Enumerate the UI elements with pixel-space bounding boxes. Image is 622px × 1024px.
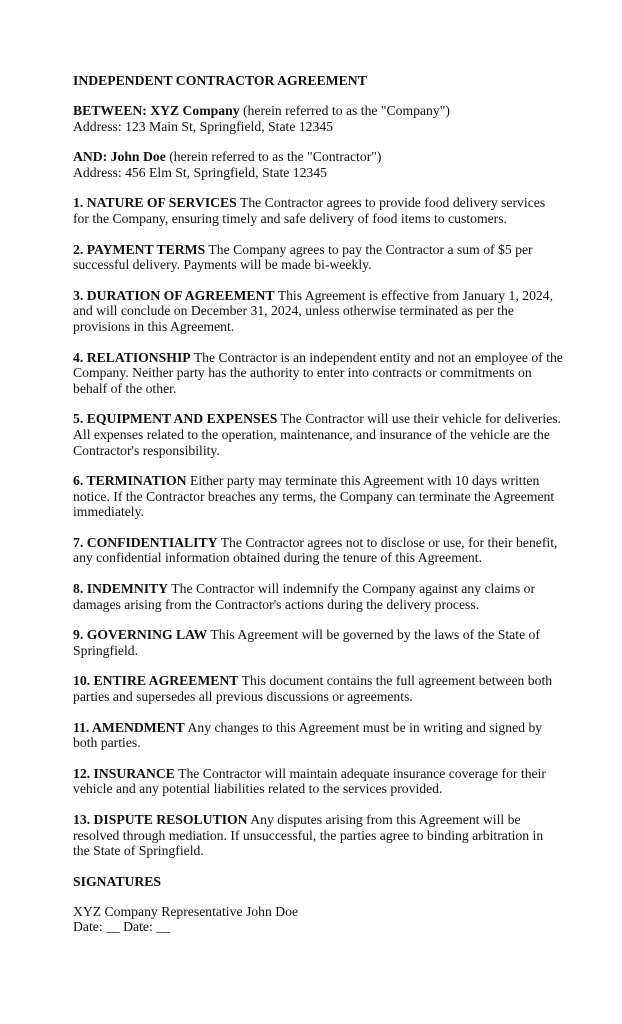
section-heading: 12. INSURANCE [73,765,175,781]
section-text: This Agreement will be governed by the laws of the State of Springfield. [73,627,540,658]
section-text: Any disputes arising from this Agreement will be resolved through mediation. If unsuccessful, the parties agree to binding arbitration in the State of Springfield. [73,812,544,859]
section-7 [73,535,563,566]
section-1 [73,195,563,226]
party-company-label: BETWEEN: XYZ Company [73,103,240,118]
section-text: The Contractor will use their vehicle for deliveries. All expenses related to the operation, maintenance, and insurance of the vehicle are the Contractor's responsibility. [73,411,562,458]
section-text: The Contractor agrees not to disclose or use, for their benefit, any confidential information obtained during the tenure of this Agreement. [73,534,558,566]
section-heading: 4. RELATIONSHIP [73,349,191,365]
party-company-address: Address: 123 Main St, Springfield, State 12345 [73,118,334,134]
section-10 [73,673,563,704]
party-contractor-desc: (herein referred to as the "Contractor") [165,149,382,165]
section-text: This Agreement is effective from January 1, 2024, and will conclude on December 31, 2024, unless otherwise terminated as per the provisions in this Agreement. [73,287,554,334]
section-heading: 5. EQUIPMENT AND EXPENSES [73,411,278,427]
section-text: This document contains the full agreement between both parties and supersedes all previous discussions or agreements. [73,673,553,705]
section-heading: 11. AMENDMENT [73,719,185,735]
section-12 [73,766,563,797]
section-heading: 7. CONFIDENTIALITY [73,534,218,550]
party-contractor-label: AND: John Doe [73,149,166,165]
section-3 [73,288,563,335]
section-text: The Contractor is an independent entity and not an employee of the Company. Neither party has the authority to enter into contracts or commitments on behalf of the other. [73,349,563,396]
section-text: Any changes to this Agreement must be in writing and signed by both parties. [73,719,543,751]
section-heading: 2. PAYMENT TERMS [73,241,206,257]
section-text: The Contractor agrees to provide food delivery services for the Company, ensuring timely and safe delivery of food items to customers. [73,195,546,226]
section-heading: 13. DISPUTE RESOLUTION [73,812,248,827]
section-13 [73,812,563,859]
section-heading: 3. DURATION OF AGREEMENT [73,287,275,303]
section-2 [73,242,563,273]
section-heading: 1. NATURE OF SERVICES [73,195,237,211]
section-text: Either party may terminate this Agreement with 10 days written notice. If the Contractor breaches any terms, the Company can terminate the Agreement immediately. [73,473,555,520]
section-text: The Contractor will indemnify the Company against any claims or damages arising from the Contractor's actions during the delivery process. [73,581,536,612]
section-9 [73,627,563,658]
section-heading: 6. TERMINATION [73,473,187,489]
party-company [73,103,563,134]
party-contractor-address: Address: 456 Elm St, Springfield, State 12345 [73,164,327,180]
signature-names: XYZ Company Representative John Doe [73,903,299,919]
signature-dates: Date: __ Date: __ [73,919,170,935]
section-6 [73,473,563,520]
section-heading: 8. INDEMNITY [73,581,169,597]
section-text: The Company agrees to pay the Contractor a sum of $5 per successful delivery. Payments will be made bi-weekly. [73,241,533,273]
section-5 [73,411,563,458]
party-company-desc: (herein referred to as the "Company") [239,103,450,118]
section-heading: 10. ENTIRE AGREEMENT [73,673,239,689]
section-4 [73,350,563,397]
document-title: INDEPENDENT CONTRACTOR AGREEMENT [73,73,367,88]
section-11 [73,720,563,751]
signatures-heading: SIGNATURES [73,873,161,889]
document-page [73,73,563,950]
section-heading: 9. GOVERNING LAW [73,627,208,643]
party-contractor [73,149,563,180]
section-text: The Contractor will maintain adequate insurance coverage for their vehicle and any potential liabilities related to the services provided. [73,765,546,797]
section-8 [73,581,563,612]
signatures-block [73,904,563,935]
